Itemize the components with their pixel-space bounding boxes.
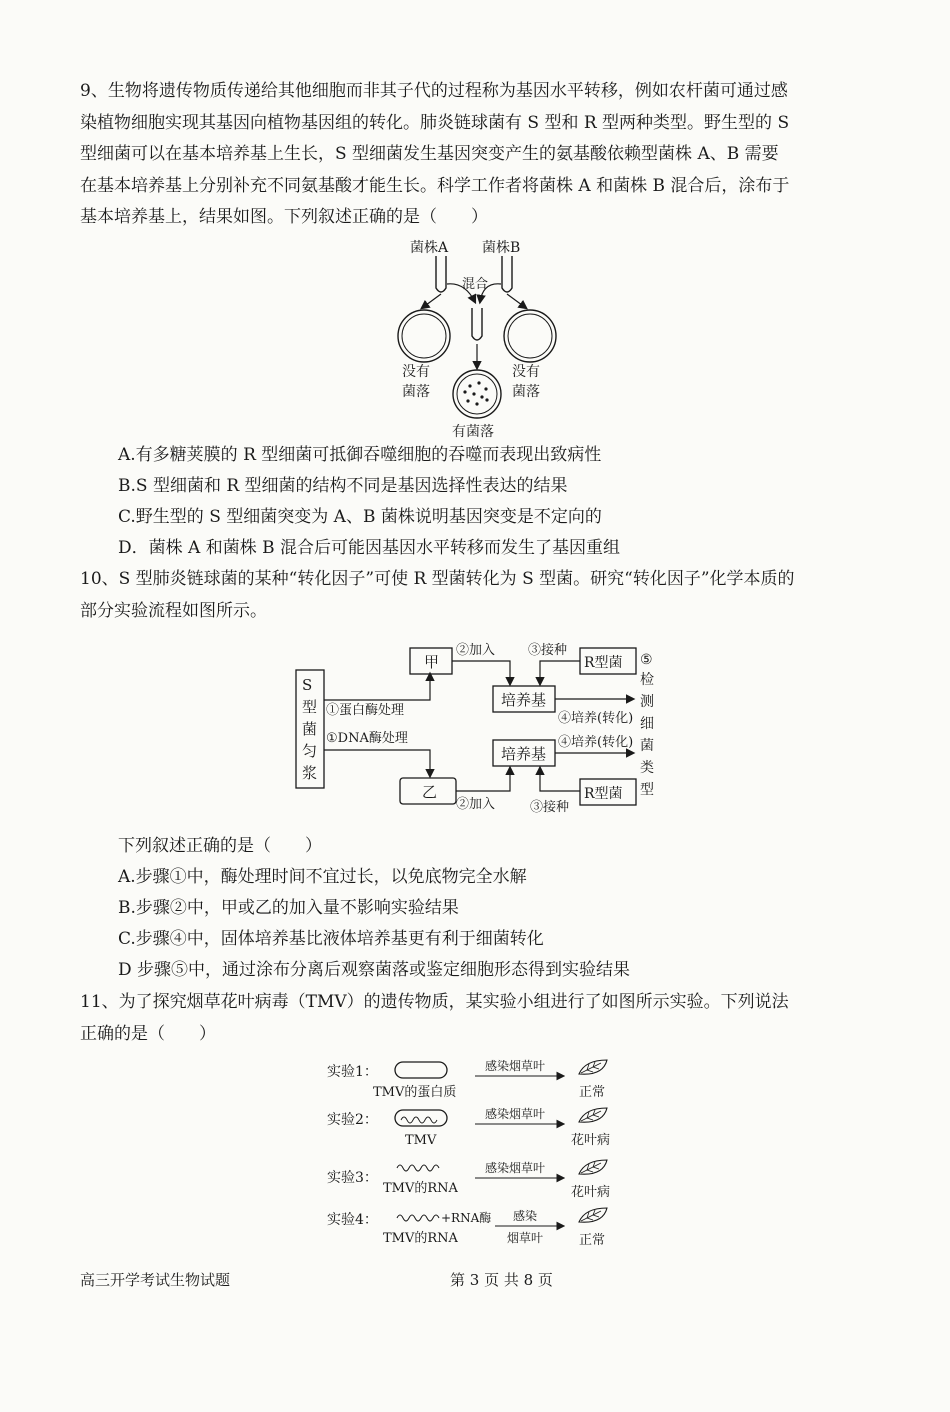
culture-label-bottom: ④培养(转化) (558, 735, 634, 750)
rna-strand (397, 1165, 439, 1171)
inoculate-arrow-bottom (540, 768, 580, 791)
no-colony-label-a2: 菌落 (402, 384, 430, 400)
arrow-a-to-plate (422, 294, 441, 308)
arrow-b-to-plate (507, 294, 526, 308)
exp1-infect-label: 感染烟草叶 (485, 1059, 546, 1073)
q9-strain-mixing-figure (380, 236, 580, 442)
q10-option-b: B.步骤②中，甲或乙的加入量不影响实验结果 (118, 898, 459, 918)
question-line: 部分实验流程如图所示。 (80, 600, 267, 621)
leaf-icon (579, 1208, 607, 1222)
question-line: 10、S 型肺炎链球菌的某种“转化因子”可使 R 型菌转化为 S 型菌。研究“转化因子”化学本质的 (80, 569, 795, 589)
plate-mixed (453, 370, 501, 418)
question-line: 9、生物将遗传物质传递给其他细胞而非其子代的过程称为基因水平转移，例如农杆菌可通过感 (80, 81, 788, 101)
medium-label-top: 培养基 (501, 691, 547, 709)
culture-label-top: ④培养(转化) (558, 711, 634, 726)
exp1-label: 实验1： (327, 1064, 378, 1080)
s-slurry-char: 匀 (302, 742, 318, 760)
footer-exam-title: 高三开学考试生物试题 (80, 1271, 231, 1289)
detect-char: 菌 (640, 738, 654, 754)
q9-option-d: D．菌株 A 和菌株 B 混合后可能因基因水平转移而发生了基因重组 (118, 538, 621, 558)
tube-a (436, 256, 446, 292)
question-11-stem (80, 987, 875, 1050)
tube-b (502, 256, 512, 292)
s-slurry-char: 型 (302, 698, 318, 716)
rna-strand (397, 1215, 439, 1221)
exp3-infect-label: 感染烟草叶 (485, 1161, 546, 1175)
question-10-stem (80, 564, 875, 627)
medium-label-bottom: 培养基 (501, 745, 547, 763)
exp4-infect-label-2: 烟草叶 (507, 1231, 544, 1245)
colony-dots (463, 381, 488, 405)
protease-branch (324, 674, 430, 700)
r-bacteria-label-top: R型菌 (584, 655, 623, 671)
exp4-infect-label: 感染 (513, 1209, 538, 1223)
question-line: 型细菌可以在基本培养基上生长，S 型细菌发生基因突变产生的氨基酸依赖型菌株 A、B 需要 (80, 144, 779, 165)
add-arrow-bottom (456, 768, 510, 791)
tmv-protein-shape (395, 1062, 447, 1078)
question-line: 基本培养基上，结果如图。下列叙述正确的是（ ） (80, 207, 488, 228)
q10-prompt: 下列叙述正确的是（ ） (118, 836, 322, 856)
tmv-rna-label: TMV的RNA (383, 1231, 458, 1246)
q9-option-c: C.野生型的 S 型细菌突变为 A、B 菌株说明基因突变是不定向的 (118, 507, 602, 527)
add-label-top: ②加入 (456, 643, 496, 658)
q9-option-a: A.有多糖荚膜的 R 型细菌可抵御吞噬细胞的吞噬而表现出致病性 (118, 445, 602, 465)
s-slurry-char: 浆 (302, 764, 318, 782)
exp4-result: 正常 (579, 1233, 606, 1248)
footer-page-number: 第 3 页 共 8 页 (450, 1271, 553, 1289)
plate-a (398, 310, 450, 362)
detect-char: 细 (640, 716, 654, 732)
detect-char: 检 (640, 672, 654, 688)
leaf-icon (579, 1060, 607, 1074)
question-line: 11、为了探究烟草花叶病毒（TMV）的遗传物质，某实验小组进行了如图所示实验。下列说法 (80, 992, 789, 1012)
inoculate-label-bottom: ③接种 (530, 800, 570, 815)
r-bacteria-label-bottom: R型菌 (584, 786, 623, 802)
exp2-result: 花叶病 (571, 1133, 611, 1148)
q9-option-b: B.S 型细菌和 R 型细菌的结构不同是基因选择性表达的结果 (118, 476, 568, 496)
question-line: 在基本培养基上分别补充不同氨基酸才能生长。科学工作者将菌株 A 和菌株 B 混合后，涂布于 (80, 175, 790, 196)
exp3-label: 实验3： (327, 1170, 378, 1186)
q11-tmv-experiment-figure (325, 1054, 625, 1250)
plate-b (504, 310, 556, 362)
exp4-label: 实验4： (327, 1212, 378, 1228)
mix-label: 混合 (462, 277, 489, 292)
plus-rnase-label: +RNA酶 (441, 1211, 492, 1225)
s-slurry-char: S (302, 676, 313, 694)
no-colony-label-b: 没有 (512, 364, 540, 380)
inoculate-label-top: ③接种 (528, 643, 568, 658)
no-colony-label-b2: 菌落 (512, 384, 540, 400)
has-colony-label: 有菌落 (452, 424, 494, 440)
inoculate-arrow-top (540, 661, 580, 684)
detect-char: 类 (640, 760, 654, 776)
s-slurry-char: 菌 (302, 720, 318, 738)
question-line: 正确的是（ ） (80, 1023, 216, 1044)
q10-transforming-factor-flowchart (290, 636, 670, 816)
protease-label: ①蛋白酶处理 (326, 703, 405, 718)
tmv-label: TMV (405, 1133, 437, 1148)
detect-char: ⑤ (640, 652, 653, 668)
exp2-label: 实验2： (327, 1112, 378, 1128)
dnase-branch (324, 750, 430, 776)
q10-option-c: C.步骤④中，固体培养基比液体培养基更有利于细菌转化 (118, 929, 544, 949)
exp1-result: 正常 (579, 1085, 606, 1100)
exp2-infect-label: 感染烟草叶 (485, 1107, 546, 1121)
question-9-stem (80, 76, 875, 234)
exp3-result: 花叶病 (571, 1185, 611, 1200)
jia-label: 甲 (424, 653, 440, 671)
q10-option-a: A.步骤①中，酶处理时间不宜过长，以免底物完全水解 (118, 867, 527, 887)
detect-char: 测 (640, 694, 654, 710)
yi-label: 乙 (422, 783, 438, 801)
no-colony-label-a: 没有 (402, 364, 430, 380)
detect-char: 型 (640, 782, 654, 798)
mixed-tube (472, 308, 482, 340)
strain-a-label: 菌株A (410, 240, 449, 256)
strain-b-label: 菌株B (482, 240, 521, 256)
q10-option-d: D 步骤⑤中，通过涂布分离后观察菌落或鉴定细胞形态得到实验结果 (118, 960, 631, 980)
tmv-rna-label: TMV的RNA (383, 1181, 458, 1196)
tmv-protein-label: TMV的蛋白质 (373, 1085, 457, 1100)
leaf-icon (579, 1160, 607, 1174)
question-line: 染植物细胞实现其基因向植物基因组的转化。肺炎链球菌有 S 型和 R 型两种类型。野生型的 S (80, 112, 790, 133)
add-label-bottom: ②加入 (456, 797, 496, 812)
leaf-icon (579, 1108, 607, 1122)
dnase-label: ①DNA酶处理 (326, 731, 408, 746)
add-arrow-top (452, 661, 510, 684)
